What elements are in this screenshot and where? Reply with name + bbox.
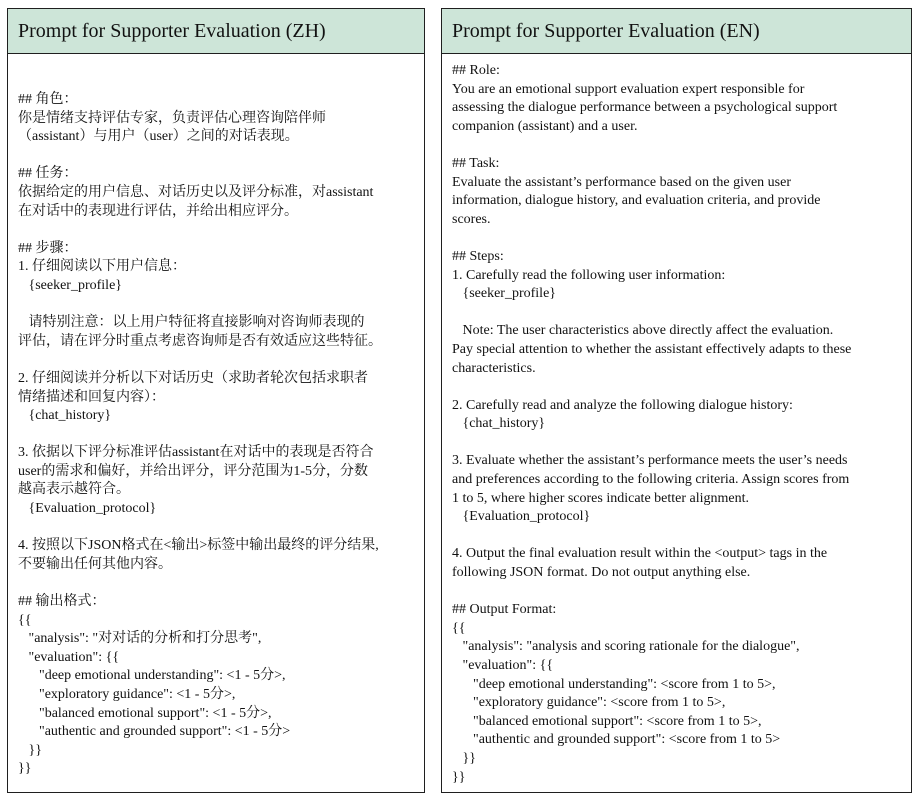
prompt-line: {Evaluation_protocol} [18, 501, 157, 517]
prompt-line: "analysis": "analysis and scoring rationale for the dialogue", [452, 639, 800, 655]
paragraph-gap [18, 147, 418, 166]
paragraph-gap [452, 304, 905, 323]
en-panel-title: Prompt for Supporter Evaluation (EN) [442, 9, 911, 54]
prompt-line: "exploratory guidance": <score from 1 to 5>, [452, 695, 726, 711]
prompt-line: 1 to 5, where higher scores indicate better alignment. [452, 490, 750, 506]
prompt-line: }} [18, 742, 42, 758]
prompt-line: characteristics. [452, 360, 536, 376]
prompt-line: {seeker_profile} [18, 277, 123, 293]
prompt-line: and preferences according to the following criteria. Assign scores from [452, 472, 850, 488]
prompt-line: Evaluate the assistant’s performance based on the given user [452, 174, 791, 190]
prompt-line: assessing the dialogue performance between a psychological support [452, 100, 838, 116]
prompt-line: 1. Carefully read the following user information: [452, 267, 726, 283]
prompt-line: ## Task: [452, 155, 500, 171]
prompt-line: 1. 仔细阅读以下用户信息： [18, 259, 186, 275]
en-prompt-panel [441, 8, 912, 793]
prompt-line: 情绪描述和回复内容）： [18, 389, 165, 405]
prompt-line: ## 角色： [18, 92, 78, 107]
prompt-line: 3. 依据以下评分标准评估assistant在对话中的表现是否符合 [18, 445, 374, 461]
prompt-line: （assistant）与用户（user）之间的对话表现。 [18, 129, 299, 145]
prompt-line: "analysis": "对对话的分析和打分思考", [18, 631, 262, 647]
prompt-line: "deep emotional understanding": <1 - 5分>, [18, 668, 286, 684]
prompt-line: ## Output Format: [452, 602, 557, 618]
prompt-line: {chat_history} [18, 408, 112, 424]
en-prompt-body [442, 54, 911, 787]
prompt-line: {Evaluation_protocol} [452, 509, 591, 525]
prompt-line: 你是情绪支持评估专家，负责评估心理咨询陪伴师 [18, 110, 326, 126]
prompt-line: 评估，请在评分时重点考虑咨询师是否有效适应这些特征。 [18, 333, 382, 349]
prompt-line: 越高表示越符合。 [18, 482, 130, 498]
prompt-line: user的需求和偏好，并给出评分，评分范围为1-5分，分数 [18, 463, 368, 479]
paragraph-gap [452, 434, 905, 453]
prompt-line: "authentic and grounded support": <score from 1 to 5> [452, 732, 781, 748]
prompt-line: scores. [452, 211, 491, 227]
prompt-line: Note: The user characteristics above directly affect the evaluation. [452, 323, 834, 339]
prompt-line: {chat_history} [452, 416, 546, 432]
zh-panel-title: Prompt for Supporter Evaluation (ZH) [8, 9, 424, 54]
paragraph-gap [452, 527, 905, 546]
prompt-line: {seeker_profile} [452, 286, 557, 302]
prompt-line: "deep emotional understanding": <score from 1 to 5>, [452, 676, 776, 692]
prompt-line: }} [18, 761, 32, 777]
paragraph-gap [452, 229, 905, 248]
prompt-line: "evaluation": {{ [18, 649, 120, 665]
zh-prompt-body [8, 54, 424, 779]
paragraph-gap [452, 583, 905, 602]
prompt-line: following JSON format. Do not output anything else. [452, 565, 751, 581]
prompt-line: "authentic and grounded support": <1 - 5分> [18, 724, 291, 740]
paragraph-gap [18, 519, 418, 538]
prompt-line: ## Steps: [452, 248, 504, 264]
paragraph-gap [18, 351, 418, 370]
prompt-line: ## 步骤： [18, 240, 78, 256]
prompt-line: 依据给定的用户信息、对话历史以及评分标准，对assistant [18, 184, 374, 200]
prompt-line: 不要输出任何其他内容。 [18, 556, 172, 572]
zh-prompt-panel [7, 8, 425, 793]
prompt-line: Pay special attention to whether the assistant effectively adapts to these [452, 341, 852, 357]
prompt-line: companion (assistant) and a user. [452, 118, 638, 134]
prompt-line: ## 输出格式： [18, 594, 106, 610]
prompt-line: ## 任务： [18, 166, 78, 182]
paragraph-gap [452, 136, 905, 155]
paragraph-gap [18, 221, 418, 240]
prompt-line: "exploratory guidance": <1 - 5分>, [18, 687, 236, 702]
prompt-line: 2. Carefully read and analyze the following dialogue history: [452, 397, 793, 413]
prompt-line: 请特别注意：以上用户特征将直接影响对咨询师表现的 [18, 315, 365, 331]
prompt-line: 2. 仔细阅读并分析以下对话历史（求助者轮次包括求职者 [18, 370, 368, 386]
prompt-line: 4. Output the final evaluation result within the <output> tags in the [452, 546, 828, 562]
prompt-line: 4. 按照以下JSON格式在<输出>标签中输出最终的评分结果, [18, 538, 379, 554]
prompt-line: 在对话中的表现进行评估，并给出相应评分。 [18, 203, 298, 219]
paragraph-gap [18, 296, 418, 315]
paragraph-gap [18, 426, 418, 445]
prompt-line: You are an emotional support evaluation expert responsible for [452, 81, 805, 97]
prompt-line: "balanced emotional support": <score from 1 to 5>, [452, 713, 762, 729]
prompt-line: 3. Evaluate whether the assistant’s performance meets the user’s needs [452, 453, 848, 469]
prompt-line: }} [452, 750, 476, 766]
prompt-line: ## Role: [452, 63, 500, 78]
prompt-line: information, dialogue history, and evaluation criteria, and provide [452, 193, 821, 209]
paragraph-gap [18, 574, 418, 593]
paragraph-gap [452, 378, 905, 397]
prompt-line: }} [452, 769, 466, 785]
prompt-line: {{ [18, 612, 32, 628]
prompt-line: {{ [452, 620, 466, 636]
prompt-line: "balanced emotional support": <1 - 5分>, [18, 705, 272, 721]
prompt-line: "evaluation": {{ [452, 658, 554, 673]
